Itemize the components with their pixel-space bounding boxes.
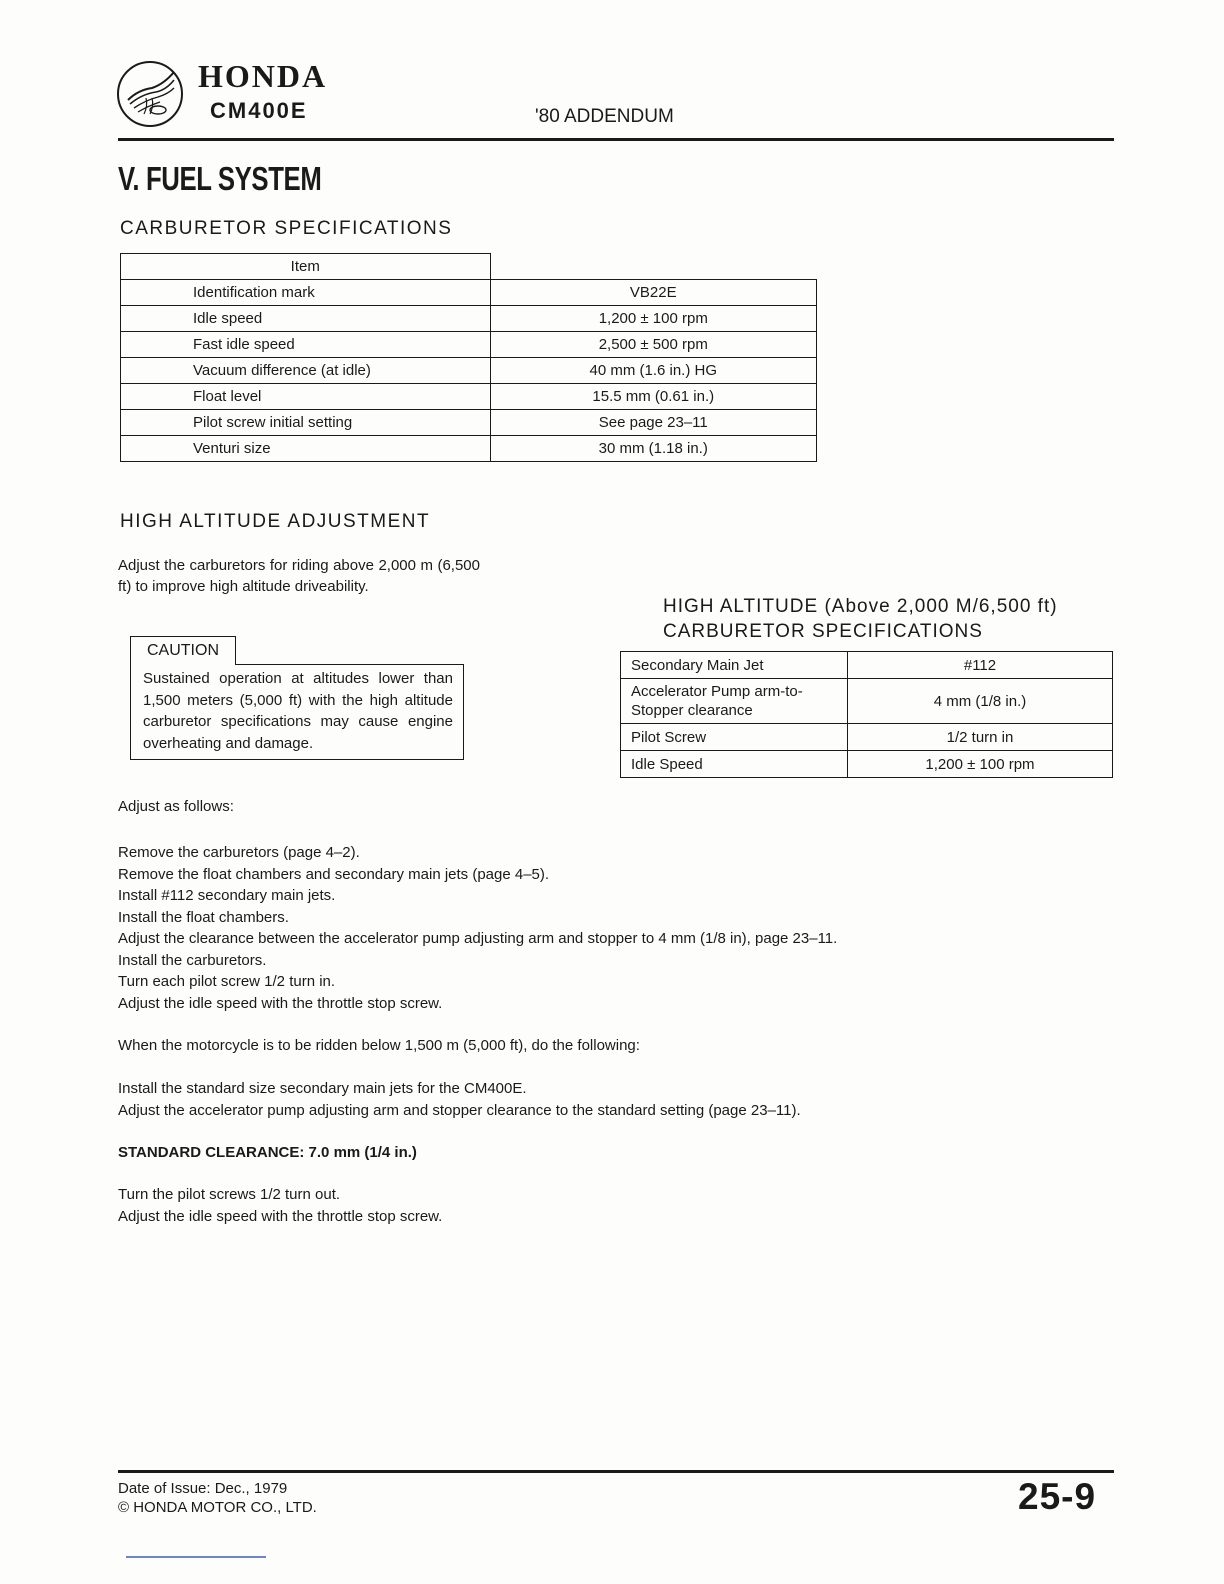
- spec-value: 4 mm (1/8 in.): [848, 679, 1113, 724]
- date-of-issue: Date of Issue: Dec., 1979: [118, 1480, 288, 1497]
- step-line: Install the carburetors.: [118, 951, 267, 969]
- table-row: [621, 652, 1113, 679]
- honda-wing-logo-icon: [116, 60, 184, 128]
- spec-value: 1/2 turn in: [848, 724, 1113, 751]
- table-row: [121, 410, 817, 436]
- brand-name: HONDA: [198, 58, 328, 94]
- spec-label: Idle Speed: [621, 751, 848, 778]
- table-row: [121, 306, 817, 332]
- table-row: [621, 724, 1113, 751]
- header-item-cell: Item: [121, 254, 491, 280]
- table-row: [121, 436, 817, 462]
- high-altitude-spec-heading-line2: CARBURETOR SPECIFICATIONS: [663, 621, 983, 642]
- step-line: Adjust the accelerator pump adjusting arm and stopper clearance to the standard setting (page 23–11).: [118, 1102, 801, 1119]
- spec-item: Vacuum difference (at idle): [121, 358, 491, 384]
- step-line: Adjust the idle speed with the throttle stop screw.: [118, 994, 443, 1012]
- table-row: [121, 280, 817, 306]
- step-line: Adjust the idle speed with the throttle stop screw.: [118, 1208, 443, 1225]
- spec-value: 15.5 mm (0.61 in.): [490, 384, 816, 410]
- spec-value: 1,200 ± 100 rpm: [490, 306, 816, 332]
- spec-label: Secondary Main Jet: [621, 652, 848, 679]
- spec-item: Idle speed: [121, 306, 491, 332]
- step-line: Install #112 secondary main jets.: [118, 887, 336, 904]
- adjust-as-follows: Adjust as follows:: [118, 798, 234, 815]
- below-altitude-text: When the motorcycle is to be ridden below 1,500 m (5,000 ft), do the following:: [118, 1037, 640, 1054]
- spec-value: #112: [848, 652, 1113, 679]
- step-line: Turn the pilot screws 1/2 turn out.: [118, 1186, 341, 1203]
- caution-label: CAUTION: [130, 636, 236, 665]
- footer-rule: [118, 1470, 1114, 1473]
- carburetor-specs-table: [120, 253, 817, 462]
- header-blank-cell: [490, 254, 816, 280]
- model-name: CM400E: [210, 98, 308, 123]
- step-line: Install the standard size secondary main jets for the CM400E.: [118, 1080, 527, 1097]
- spec-value: VB22E: [490, 280, 816, 306]
- spec-item: Venturi size: [121, 436, 491, 462]
- spec-item: Fast idle speed: [121, 332, 491, 358]
- caution-box: [130, 664, 464, 760]
- table-row: [121, 358, 817, 384]
- table-row: [121, 332, 817, 358]
- spec-value: 2,500 ± 500 rpm: [490, 332, 816, 358]
- step-line: Remove the carburetors (page 4–2).: [118, 844, 360, 861]
- step-line: Turn each pilot screw 1/2 turn in.: [118, 973, 336, 990]
- step-line: Install the float chambers.: [118, 908, 289, 926]
- caution-text: Sustained operation at altitudes lower than 1,500 meters (5,000 ft) with the high altitude carburetor specifications may cause engine overheating and damage.: [143, 670, 453, 752]
- addendum-label: '80 ADDENDUM: [535, 106, 674, 127]
- scan-artifact-line: [126, 1556, 266, 1558]
- step-line: Remove the float chambers and secondary main jets (page 4–5).: [118, 865, 550, 883]
- high-altitude-heading: HIGH ALTITUDE ADJUSTMENT: [120, 511, 431, 532]
- spec-value: 40 mm (1.6 in.) HG: [490, 358, 816, 384]
- spec-value: 30 mm (1.18 in.): [490, 436, 816, 462]
- page-number: 25-9: [1018, 1476, 1097, 1517]
- spec-label: Pilot Screw: [621, 724, 848, 751]
- spec-label: Accelerator Pump arm-to-Stopper clearance: [621, 679, 848, 724]
- spec-value: 1,200 ± 100 rpm: [848, 751, 1113, 778]
- high-altitude-specs-table: [620, 651, 1113, 778]
- adjustment-steps: [118, 842, 837, 1014]
- section-title: V. FUEL SYSTEM: [118, 160, 322, 197]
- spec-item: Identification mark: [121, 280, 491, 306]
- table-row: [621, 751, 1113, 778]
- high-altitude-spec-heading-line1: HIGH ALTITUDE (Above 2,000 M/6,500 ft): [663, 596, 1058, 617]
- spec-item: Float level: [121, 384, 491, 410]
- table-row: [121, 384, 817, 410]
- copyright: © HONDA MOTOR CO., LTD.: [118, 1499, 317, 1516]
- standard-clearance: STANDARD CLEARANCE: 7.0 mm (1/4 in.): [118, 1144, 417, 1161]
- header-rule: [118, 138, 1114, 141]
- step-line: Adjust the clearance between the accelerator pump adjusting arm and stopper to 4 mm (1/8 in), page 23–11.: [118, 930, 838, 947]
- spec-value: See page 23–11: [490, 410, 816, 436]
- footer-info: [118, 1479, 317, 1517]
- table-row: [621, 679, 1113, 724]
- high-altitude-spec-heading: [663, 594, 1058, 644]
- below-altitude-steps: [118, 1078, 801, 1122]
- final-steps: [118, 1184, 442, 1228]
- spec-item: Pilot screw initial setting: [121, 410, 491, 436]
- carburetor-specs-heading: CARBURETOR SPECIFICATIONS: [120, 218, 453, 239]
- high-altitude-intro: Adjust the carburetors for riding above 2,000 m (6,500 ft) to improve high altitude driveability.: [118, 557, 480, 595]
- table-header-row: [121, 254, 817, 280]
